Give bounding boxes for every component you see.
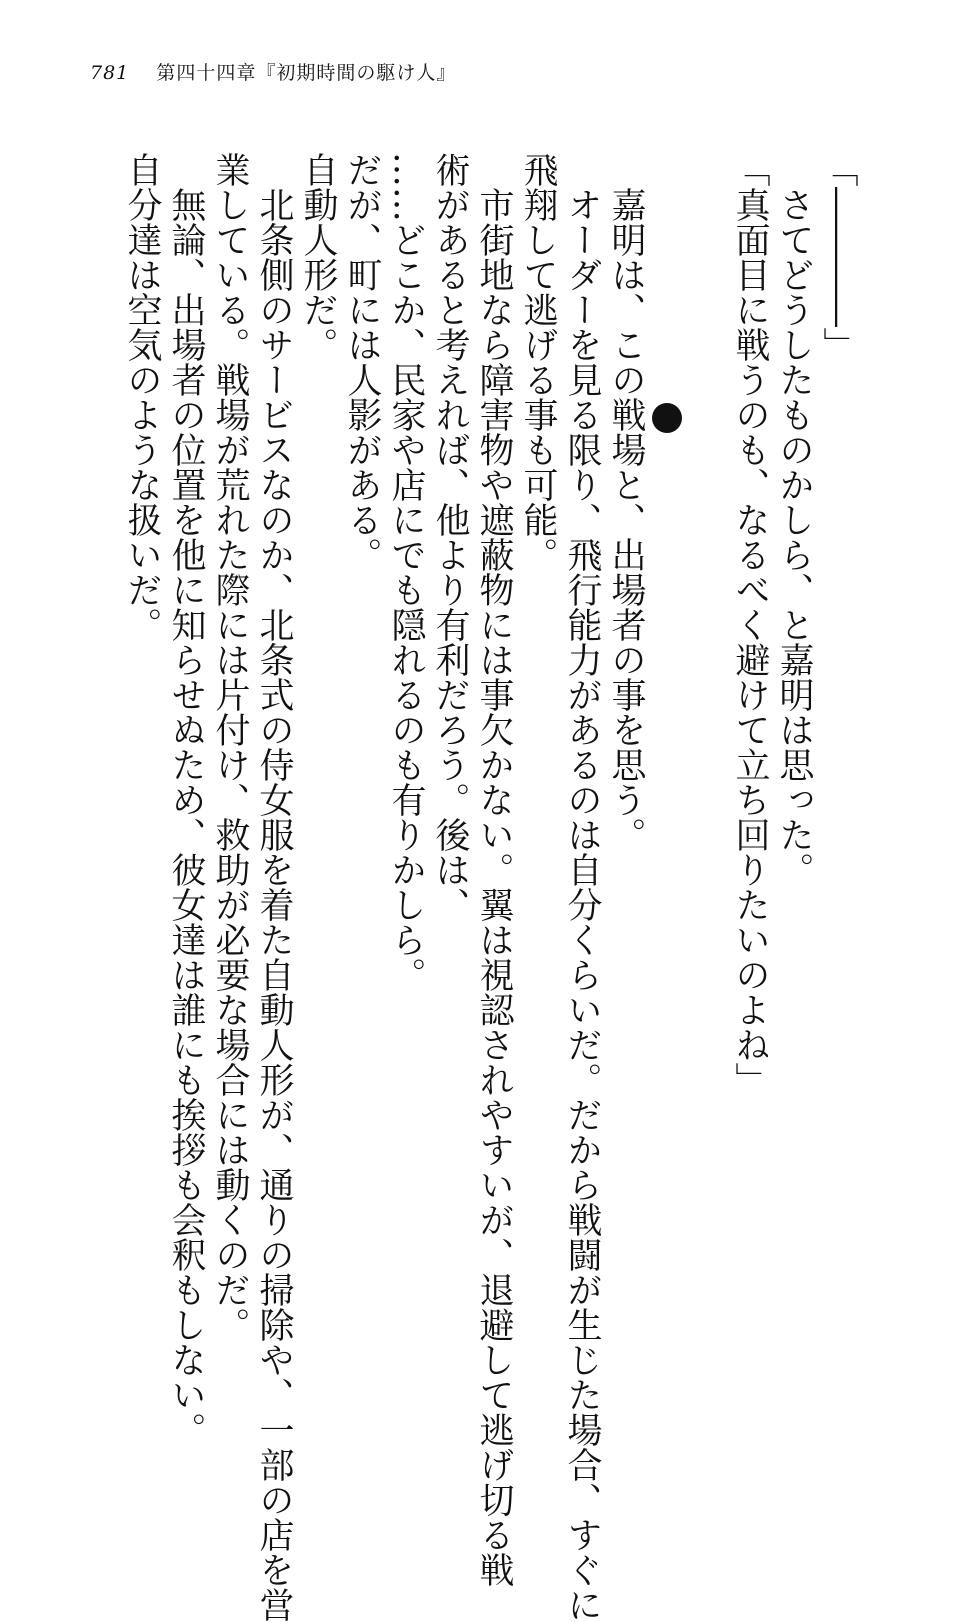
- text-line: さてどうしたものかしら、と嘉明は思った。: [774, 152, 814, 887]
- text-line: 自分達は空気のような扱いだ。: [122, 152, 162, 642]
- text-line: だが、町には人影がある。: [342, 152, 382, 572]
- text-line: 市街地なら障害物や遮蔽物には事欠かない。翼は視認されやすいが、退避して逃げ切る戦: [474, 152, 514, 1587]
- section-gap: [648, 152, 728, 1332]
- text-line: 「――――」: [818, 152, 858, 362]
- text-line: 嘉明は、この戦場と、出場者の事を思う。: [606, 152, 646, 852]
- text-line: 無論、出場者の位置を他に知らせぬため、彼女達は誰にも挨拶も会釈もしない。: [166, 152, 206, 1447]
- text-line: 「真面目に戦うのも、なるべく避けて立ち回りたいのよね」: [730, 152, 770, 1097]
- page-number: 781: [90, 62, 130, 84]
- text-line: 術があると考えれば、他より有利だろう。後は、: [430, 152, 470, 922]
- text-line: 北条側のサービスなのか、北条式の侍女服を着た自動人形が、通りの掃除や、一部の店を営: [254, 152, 294, 1622]
- chapter-title: 第四十四章『初期時間の駆け人』: [156, 62, 457, 84]
- text-line: オーダーを見る限り、飛行能力があるのは自分くらいだ。だから戦闘が生じた場合、すぐに: [562, 152, 602, 1622]
- text-line: ……どこか、民家や店にでも隠れるのも有りかしら。: [386, 152, 426, 992]
- page-header: [90, 58, 456, 85]
- main-text: [120, 152, 860, 1622]
- section-break-dot: [652, 403, 682, 433]
- text-line: 飛翔して逃げる事も可能。: [518, 152, 558, 572]
- text-line: 自動人形だ。: [298, 152, 338, 362]
- text-line: 業している。戦場が荒れた際には片付け、救助が必要な場合には動くのだ。: [210, 152, 250, 1342]
